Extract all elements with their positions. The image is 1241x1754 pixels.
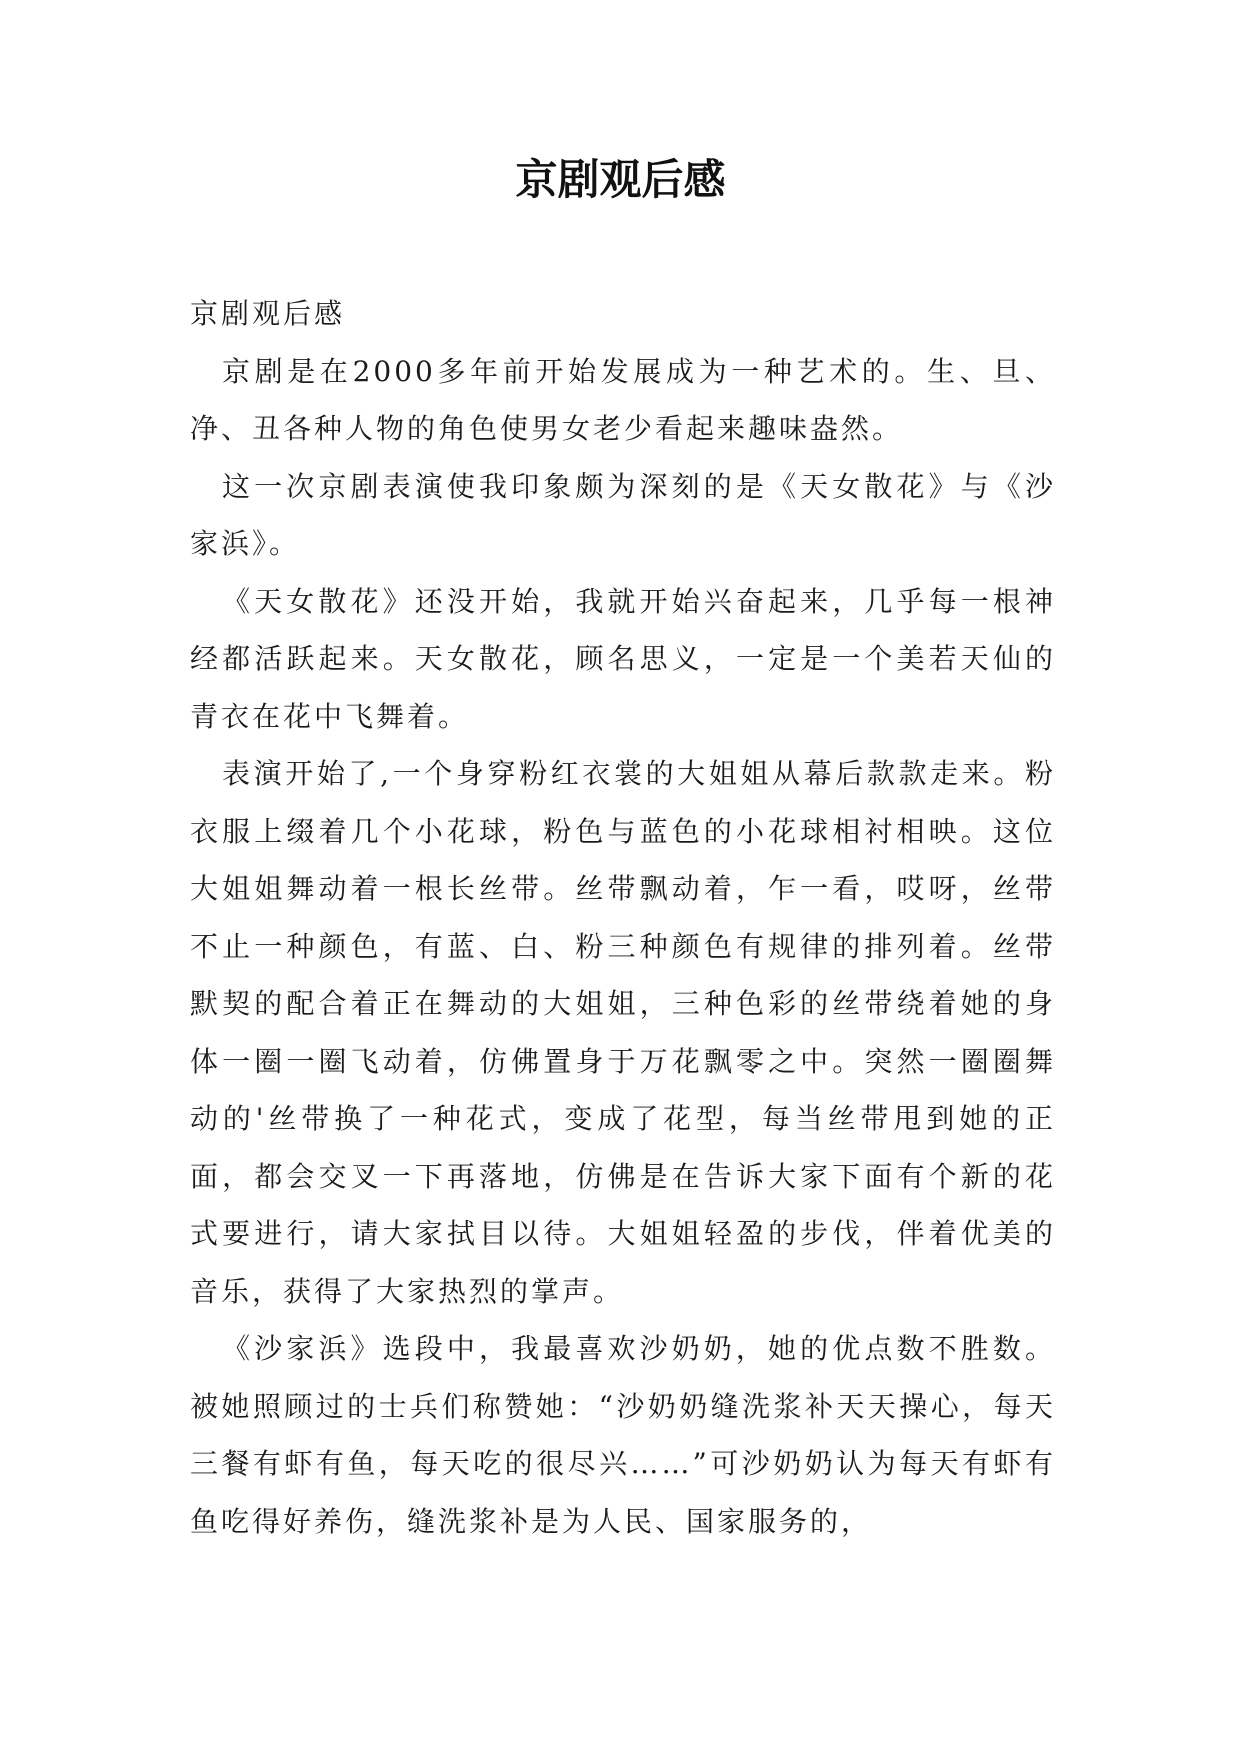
paragraph-4: 表演开始了,一个身穿粉红衣裳的大姐姐从幕后款款走来。粉衣服上缀着几个小花球，粉色与蓝色的小花球相衬相映。这位大姐姐舞动着一根长丝带。丝带飘动着，乍一看，哎呀，丝带不止一种颜色，有蓝、白、粉三种颜色有规律的排列着。丝带默契的配合着正在舞动的大姐姐，三种色彩的丝带绕着她的身体一圈一圈飞动着，仿佛置身于万花飘零之中。突然一圈圈舞动的'丝带换了一种花式，变成了花型，每当丝带甩到她的正面，都会交叉一下再落地，仿佛是在告诉大家下面有个新的花式要进行，请大家拭目以待。大姐姐轻盈的步伐，伴着优美的音乐，获得了大家热烈的掌声。 bbox=[190, 757, 1056, 1308]
paragraph-3: 《天女散花》还没开始，我就开始兴奋起来，几乎每一根神经都活跃起来。天女散花，顾名思义，一定是一个美若天仙的青衣在花中飞舞着。 bbox=[190, 584, 1056, 733]
document-subtitle: 京剧观后感 bbox=[190, 297, 346, 330]
paragraph-5: 《沙家浜》选段中，我最喜欢沙奶奶，她的优点数不胜数。被她照顾过的士兵们称赞她：“沙奶奶缝洗浆补天天操心，每天三餐有虾有鱼，每天吃的很尽兴……”可沙奶奶认为每天有虾有鱼吃得好养伤，缝洗浆补是为人民、国家服务的， bbox=[190, 1332, 1056, 1538]
document-body bbox=[190, 285, 1056, 1550]
document-title: 京剧观后感 bbox=[515, 155, 726, 204]
paragraph-2: 这一次京剧表演使我印象颇为深刻的是《天女散花》与《沙家浜》。 bbox=[190, 469, 1056, 560]
paragraph-1: 京剧是在2000多年前开始发展成为一种艺术的。生、旦、净、丑各种人物的角色使男女老少看起来趣味盎然。 bbox=[190, 354, 1056, 445]
